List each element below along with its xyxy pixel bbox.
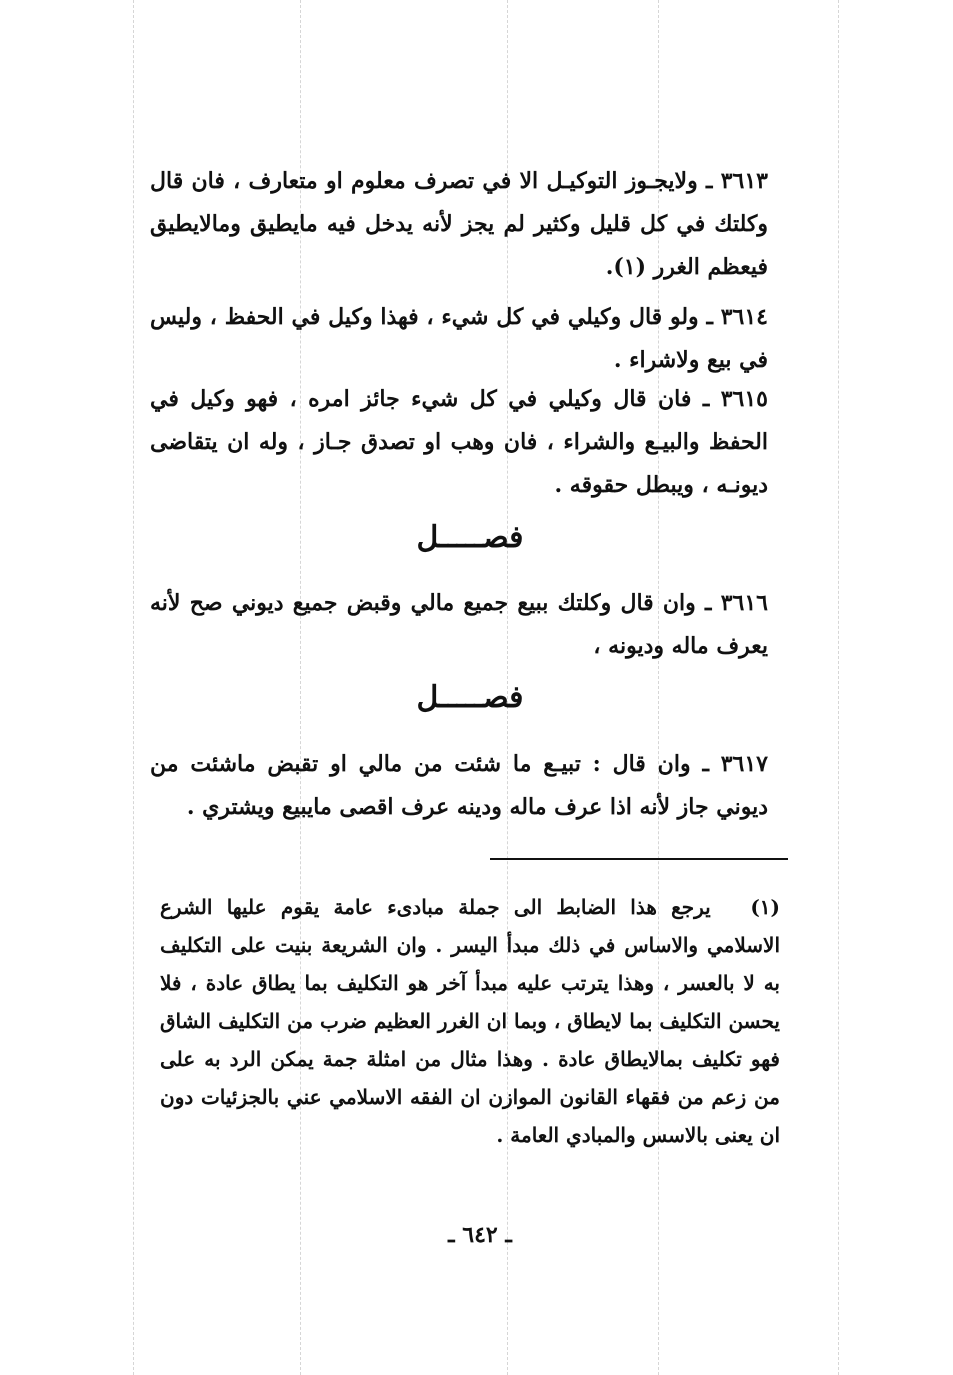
paragraph-3615 bbox=[150, 378, 768, 507]
paragraph-3617 bbox=[150, 743, 768, 829]
section-heading: فصـــــل bbox=[416, 680, 524, 715]
paragraph-3613 bbox=[150, 160, 768, 289]
footnote-separator bbox=[490, 858, 788, 860]
paragraph-text: ولو قال وكيلي في كل شيء ، فهذا وكيل في الحفظ ، وليس في بيع ولاشراء . bbox=[150, 304, 768, 373]
paragraph-text: وان قال وكلتك ببيع جميع مالي وقبض جميع ديوني صح لأنه يعرف ماله وديونه ، bbox=[150, 590, 768, 659]
paragraph-number: ٣٦١٤ ـ bbox=[706, 304, 768, 330]
footnote bbox=[160, 888, 780, 1154]
paragraph-number: ٣٦١٧ ـ bbox=[702, 751, 768, 777]
paragraph-text: وان قال : تبيـع ما شئت من مالي او تقبض ماشئت من ديوني جاز لأنه اذا عرف ماله ودينه عرف اقصى مايبيع ويشتري . bbox=[150, 751, 768, 820]
paragraph-text: ولايجـوز التوكيـل الا في تصرف معلوم او متعارف ، فان قال وكلتك في كل قليل وكثير لم يجز لأنه يدخل فيه مايطيق ومالايطيق فيعظم الغرر (١). bbox=[150, 168, 768, 280]
footnote-text: يرجع هذا الضابط الى جملة مبادىء عامة يقوم عليها الشرع الاسلامي والاساس في ذلك مبدأ اليسر . وان الشريعة بنيت على التكليف به لا بالعسر ، وهذا يترتب عليه مبدأ آخر هو التكليف بما يطاق عادة ، فلا يحسن التكليف بما لايطاق ، وبما ان الغرر العظيم ضرب من التكليف الشاق فهو تكليف بمالايطاق عادة . وهذا مثال من امثلة جمة يمكن الرد به على من زعم من فقهاء القانون الموازن ان الفقه الاسلامي عني بالجزئيات دون ان يعنى بالاسس والمبادي العامة . bbox=[160, 895, 780, 1147]
footnote-marker: (١) bbox=[750, 895, 781, 919]
paragraph-number: ٣٦١٣ ـ bbox=[706, 168, 768, 194]
paragraph-3616 bbox=[150, 582, 768, 668]
scan-guide-line bbox=[838, 0, 839, 1375]
paragraph-text: فان قال وكيلي في كل شيء جائز امره ، فهو وكيل في الحفظ والبيـع والشراء ، فان وهب او تصدق جـاز ، وله ان يتقاضى ديونـه ، ويبطل حقوقه . bbox=[150, 386, 768, 498]
page-number: ـ ٦٤٢ ـ bbox=[448, 1222, 512, 1248]
section-heading: فصـــــل bbox=[416, 520, 524, 555]
paragraph-3614 bbox=[150, 296, 768, 382]
scan-guide-line bbox=[133, 0, 134, 1375]
paragraph-number: ٣٦١٦ ـ bbox=[705, 590, 768, 616]
paragraph-number: ٣٦١٥ ـ bbox=[702, 386, 768, 412]
